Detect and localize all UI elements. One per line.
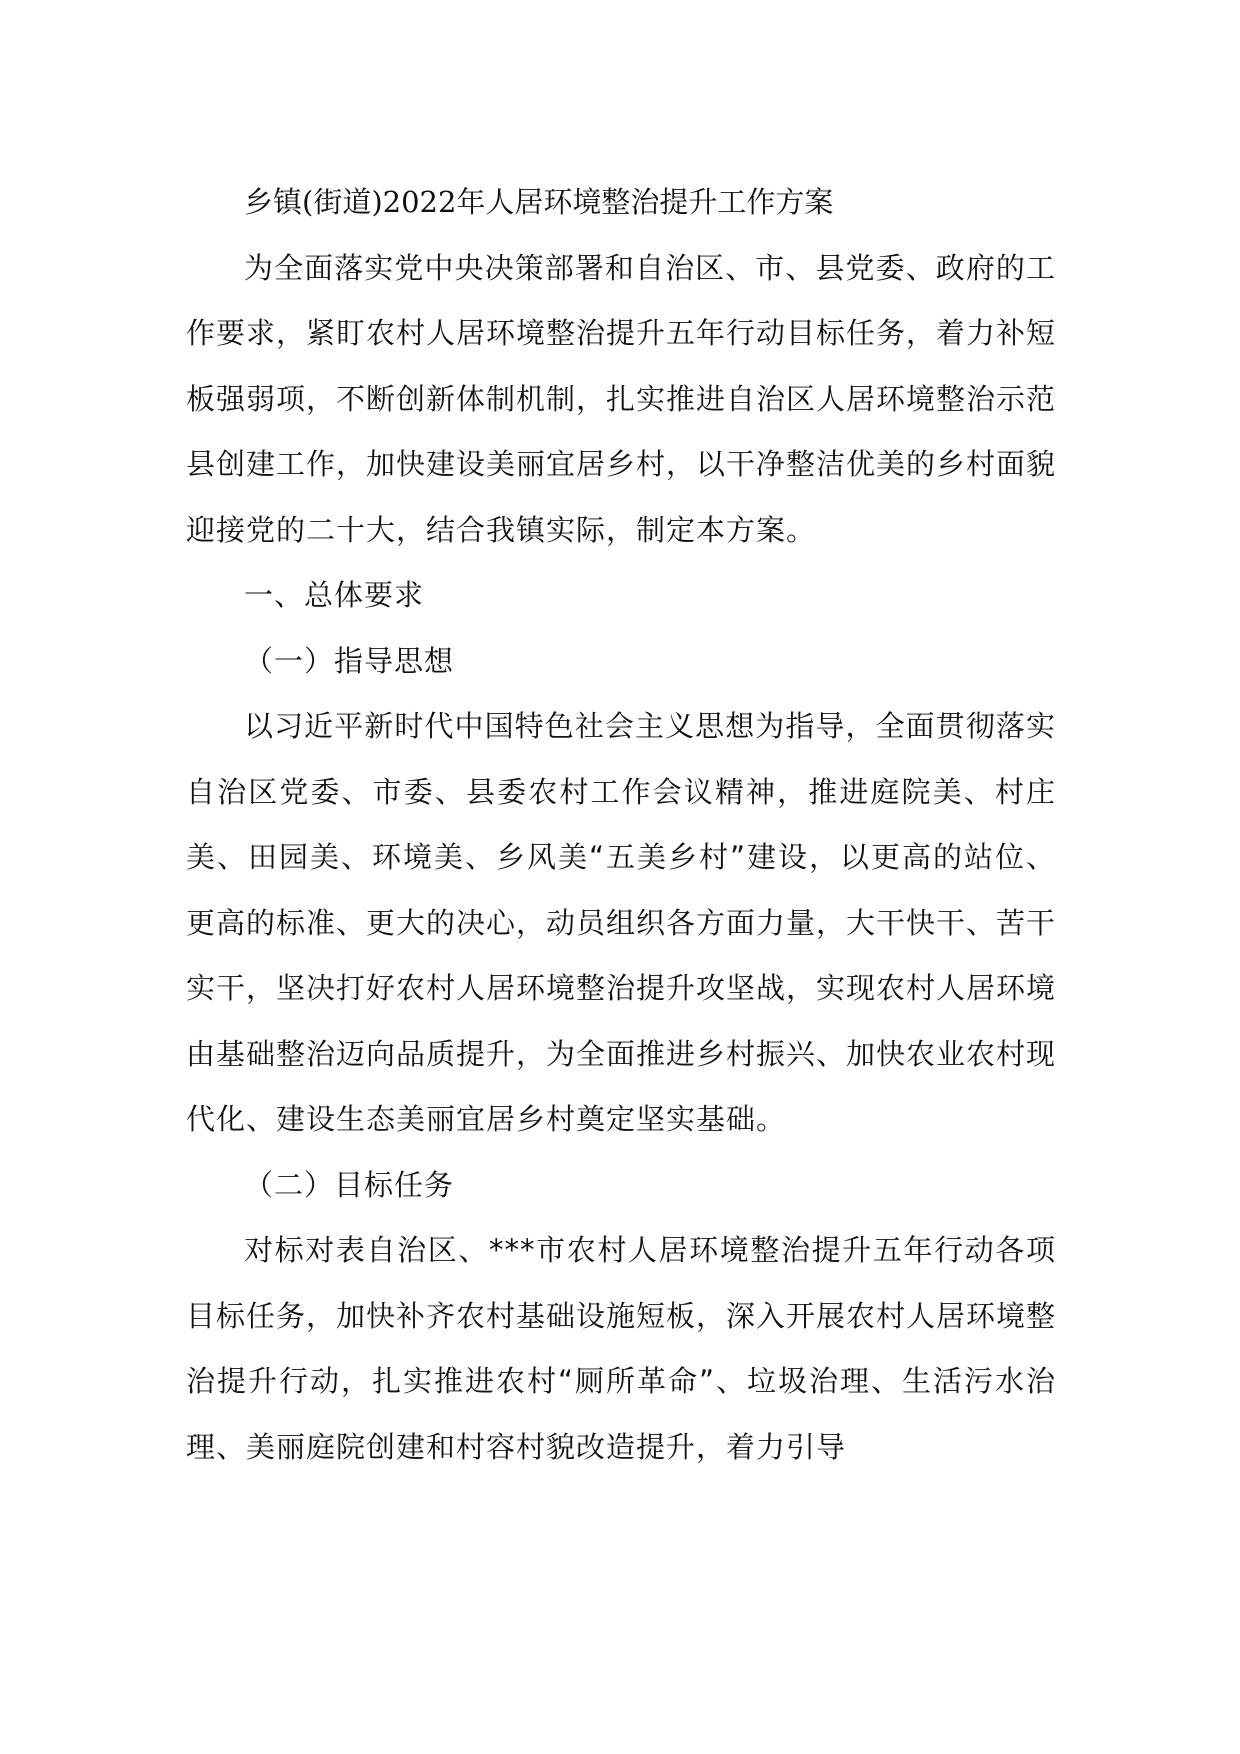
document-title: 乡镇(街道)2022年人居环境整治提升工作方案 <box>244 185 834 219</box>
objectives-paragraph: 对标对表自治区、***市农村人居环境整治提升五年行动各项目标任务，加快补齐农村基础设施短板，深入开展农村人居环境整治提升行动，扎实推进农村“厕所革命”、垃圾治理、生活污水治理、美丽庭院创建和村容村貌改造提升，着力引导 <box>186 1233 1057 1464</box>
document-body <box>186 170 1056 1480</box>
guiding-ideology-paragraph: 以习近平新时代中国特色社会主义思想为指导，全面贯彻落实自治区党委、市委、县委农村工作会议精神，推进庭院美、村庄美、田园美、环境美、乡风美“五美乡村”建设，以更高的站位、更高的标准、更大的决心，动员组织各方面力量，大干快干、苦干实干，坚决打好农村人居环境整治提升攻坚战，实现农村人居环境由基础整治迈向品质提升，为全面推进乡村振兴、加快农业农村现代化、建设生态美丽宜居乡村奠定坚实基础。 <box>186 709 1057 1136</box>
intro-paragraph: 为全面落实党中央决策部署和自治区、市、县党委、政府的工作要求，紧盯农村人居环境整治提升五年行动目标任务，着力补短板强弱项，不断创新体制机制，扎实推进自治区人居环境整治示范县创建工作，加快建设美丽宜居乡村，以干净整洁优美的乡村面貌迎接党的二十大，结合我镇实际，制定本方案。 <box>186 250 1057 547</box>
section-heading-overall-requirements: 一、总体要求 <box>244 578 425 612</box>
subsection-heading-guiding-ideology: （一）指导思想 <box>244 643 455 678</box>
subsection-heading-objectives: （二）目标任务 <box>244 1167 455 1202</box>
